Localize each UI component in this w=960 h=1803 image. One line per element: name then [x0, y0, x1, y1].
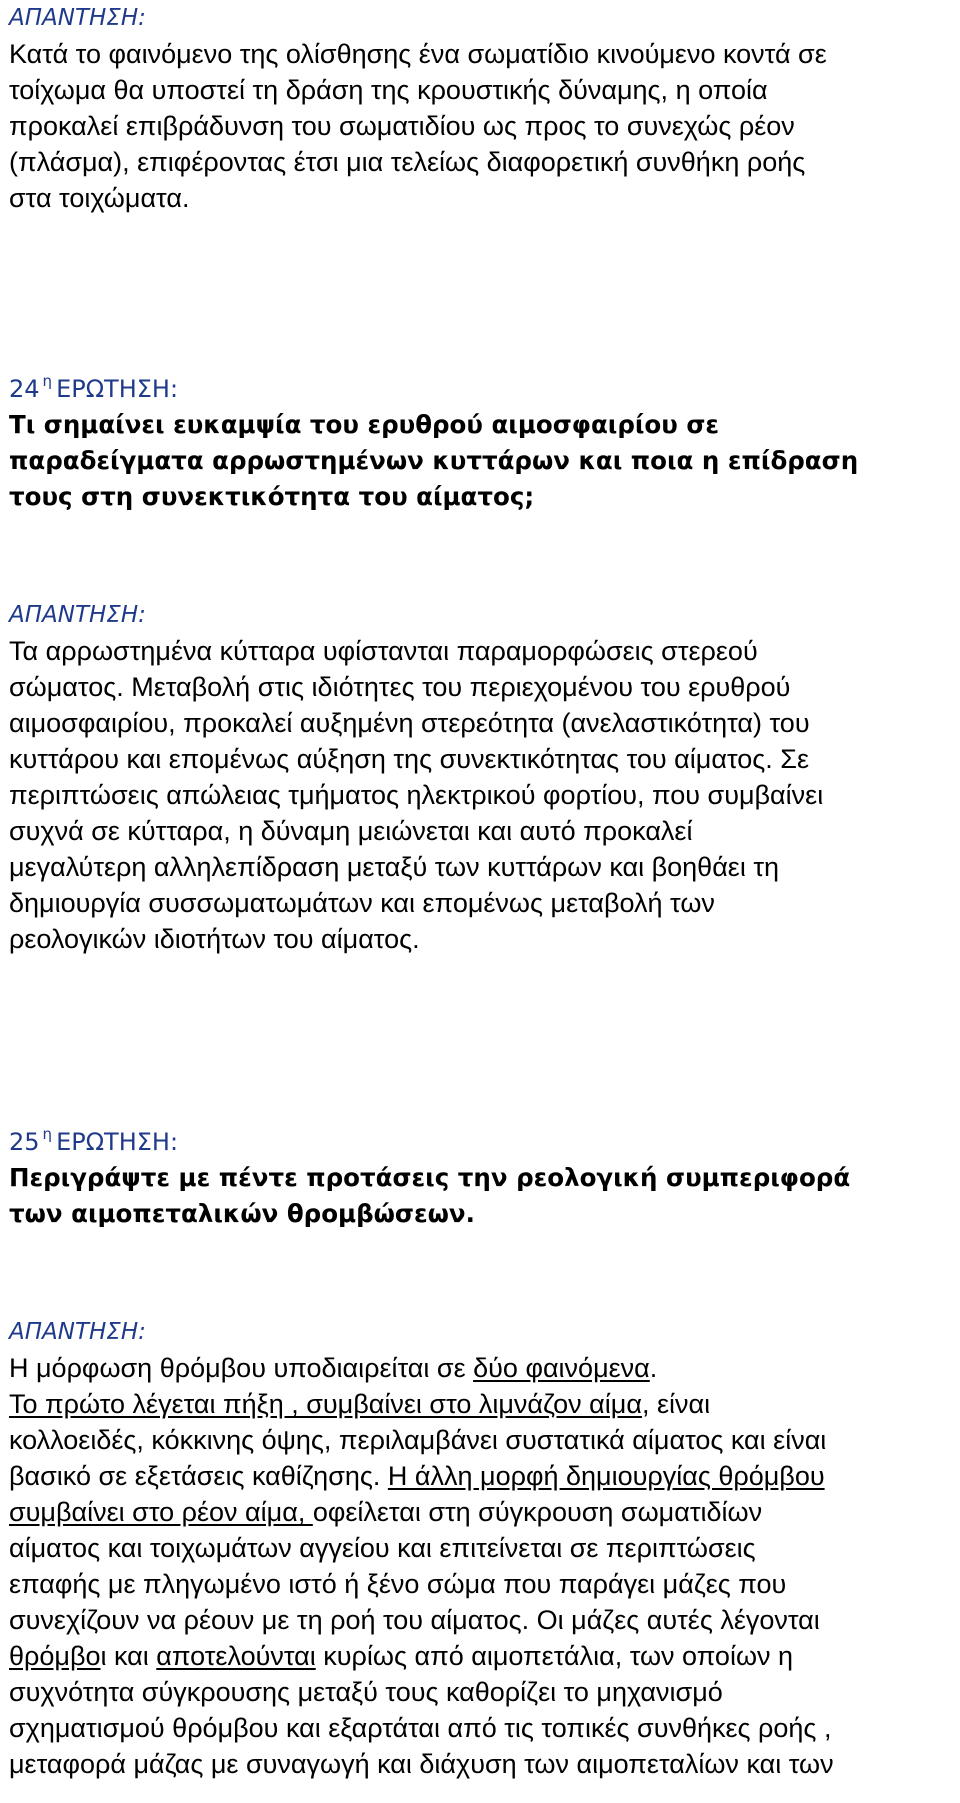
answer-25-line-4-underlined: Η άλλη μορφή δημιουργίας θρόμβου — [387, 1461, 825, 1491]
answer-25-line-2-text: , είναι — [641, 1389, 711, 1419]
answer-25-line-5-text: οφείλεται στη σύγκρουση σωματιδίων — [312, 1497, 763, 1527]
answer-heading-1: ΑΠΑΝΤΗΣΗ: — [9, 5, 146, 31]
answer-25-line-1-underlined: δύο φαινόμενα — [473, 1353, 650, 1383]
answer-25-line-9-underlined-1: θρόμβο — [9, 1641, 101, 1671]
answer-25-line-9 — [9, 1638, 793, 1674]
question-25-heading — [9, 1124, 178, 1160]
answer-1-line-5: στα τοιχώματα. — [9, 183, 190, 213]
question-24-ordinal: η — [42, 372, 53, 390]
answer-25-line-2-underlined: Το πρώτο λέγεται πήξη , συμβαίνει στο λιμνάζον αίμα — [9, 1389, 642, 1419]
answer-25-line-7: επαφής με πληγωμένο ιστό ή ξένο σώμα που παράγει μάζες που — [9, 1569, 787, 1599]
question-24-heading — [9, 371, 178, 407]
question-25-label: ΕΡΩΤΗΣΗ: — [56, 1128, 179, 1156]
answer-25-line-9-text-2: κυρίως από αιμοπετάλια, των οποίων η — [315, 1641, 794, 1671]
answer-1-line-4: (πλάσμα), επιφέροντας έτσι μια τελείως διαφορετική συνθήκη ροής — [9, 147, 806, 177]
question-24-line-3: τους στη συνεκτικότητα του αίματος; — [9, 482, 535, 511]
answer-25-line-5-underlined: συμβαίνει στο ρέον αίμα, — [9, 1497, 313, 1527]
question-24-line-1: Τι σημαίνει ευκαμψία του ερυθρού αιμοσφαιρίου σε — [9, 410, 720, 439]
question-24-line-2: παραδείγματα αρρωστημένων κυττάρων και ποια η επίδραση — [9, 446, 859, 475]
answer-25-line-5 — [9, 1494, 762, 1530]
answer-1-line-1: Κατά το φαινόμενο της ολίσθησης ένα σωματίδιο κινούμενο κοντά σε — [9, 39, 827, 69]
answer-25-line-1-end: . — [649, 1353, 658, 1383]
answer-24-line-8: δημιουργία συσσωματωμάτων και επομένως μεταβολή των — [9, 888, 715, 918]
answer-25-line-8: συνεχίζουν να ρέουν με τη ροή του αίματος. Οι μάζες αυτές λέγονται — [9, 1605, 820, 1635]
answer-25-line-9-underlined-2: αποτελούνται — [156, 1641, 316, 1671]
answer-25-line-3: κολλοειδές, κόκκινης όψης, περιλαμβάνει συστατικά αίματος και είναι — [9, 1425, 827, 1455]
answer-25-heading: ΑΠΑΝΤΗΣΗ: — [9, 1319, 146, 1345]
question-25-ordinal: η — [42, 1125, 53, 1143]
answer-25-line-11: σχηματισμού θρόμβου και εξαρτάται από τις τοπικές συνθήκες ροής , — [9, 1713, 832, 1743]
answer-25-line-9-text-1: ι και — [100, 1641, 157, 1671]
answer-25-line-4-text: βασικό σε εξετάσεις καθίζησης. — [9, 1461, 388, 1491]
answer-24-line-9: ρεολογικών ιδιοτήτων του αίματος. — [9, 924, 420, 954]
answer-25-line-1-text: Η μόρφωση θρόμβου υποδιαιρείται σε — [9, 1353, 474, 1383]
answer-24-line-7: μεγαλύτερη αλληλεπίδραση μεταξύ των κυττάρων και βοηθάει τη — [9, 852, 780, 882]
question-24-number: 24 — [9, 375, 40, 403]
answer-1-line-2: τοίχωμα θα υποστεί τη δράση της κρουστικής δύναμης, η οποία — [9, 75, 768, 105]
answer-25-line-2 — [9, 1386, 710, 1422]
answer-25-line-1 — [9, 1350, 657, 1386]
answer-25-line-4 — [9, 1458, 825, 1494]
answer-24-heading: ΑΠΑΝΤΗΣΗ: — [9, 602, 146, 628]
question-25-number: 25 — [9, 1128, 40, 1156]
question-25-line-1: Περιγράψτε με πέντε προτάσεις την ρεολογική συμπεριφορά — [9, 1163, 851, 1192]
answer-25-line-6: αίματος και τοιχωμάτων αγγείου και επιτείνεται σε περιπτώσεις — [9, 1533, 756, 1563]
answer-24-line-3: αιμοσφαιρίου, προκαλεί αυξημένη στερεότητα (ανελαστικότητα) του — [9, 708, 810, 738]
answer-24-line-4: κυττάρου και επομένως αύξηση της συνεκτικότητας του αίματος. Σε — [9, 744, 809, 774]
question-24-label: ΕΡΩΤΗΣΗ: — [56, 375, 179, 403]
answer-1-line-3: προκαλεί επιβράδυνση του σωματιδίου ως προς το συνεχώς ρέον — [9, 111, 795, 141]
answer-24-line-6: συχνά σε κύτταρα, η δύναμη μειώνεται και αυτό προκαλεί — [9, 816, 693, 846]
answer-24-line-1: Τα αρρωστημένα κύτταρα υφίστανται παραμορφώσεις στερεού — [9, 636, 758, 666]
answer-25-line-12: μεταφορά μάζας με συναγωγή και διάχυση των αιμοπεταλίων και των — [9, 1749, 834, 1779]
answer-25-line-10: συχνότητα σύγκρουσης μεταξύ τους καθορίζει το μηχανισμό — [9, 1677, 723, 1707]
answer-24-line-5: περιπτώσεις απώλειας τμήματος ηλεκτρικού φορτίου, που συμβαίνει — [9, 780, 824, 810]
question-25-line-2: των αιμοπεταλικών θρομβώσεων. — [9, 1199, 475, 1228]
answer-24-line-2: σώματος. Μεταβολή στις ιδιότητες του περιεχομένου του ερυθρού — [9, 672, 791, 702]
